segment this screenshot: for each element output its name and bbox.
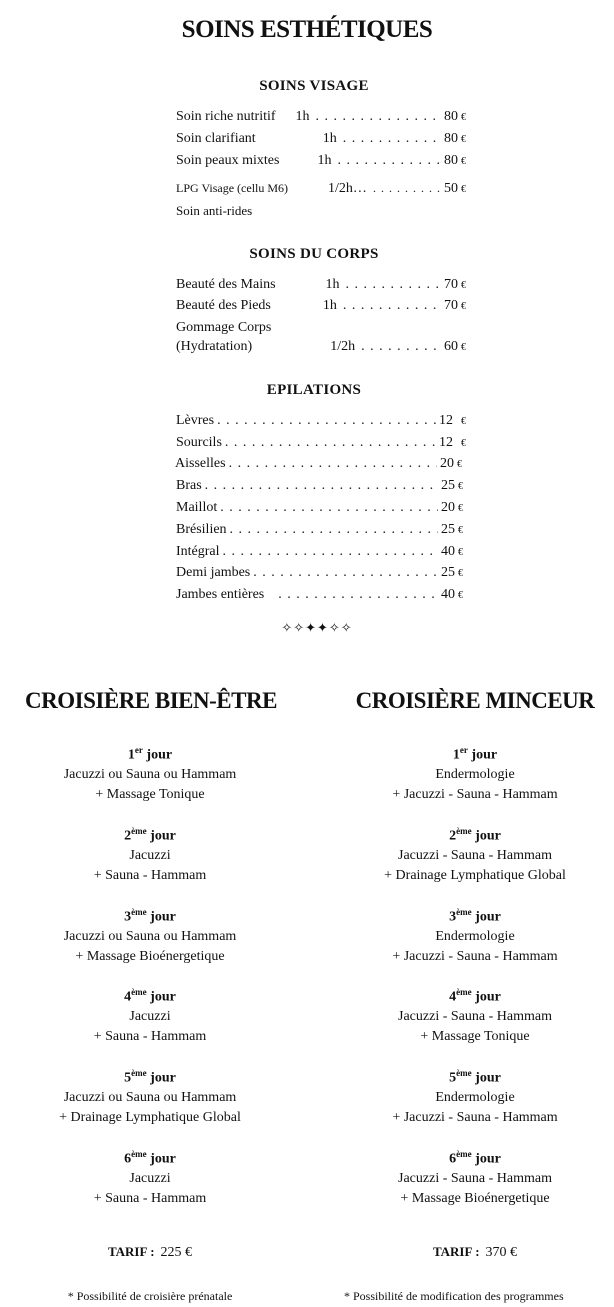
service-duration: 1h: [295, 109, 310, 124]
service-price: 50: [444, 181, 458, 196]
price-row: [176, 277, 466, 293]
service-name: Soin clarifiant: [176, 131, 256, 146]
service-extra: Soin anti-rides: [176, 203, 253, 218]
leader-dots: [253, 565, 438, 581]
leader-dots: [343, 131, 441, 147]
currency: €: [458, 568, 463, 579]
day-block: [322, 741, 614, 804]
leader-dots: [220, 500, 438, 516]
currency: €: [458, 547, 463, 558]
service-name: LPG Visage (cellu M6): [176, 181, 289, 195]
currency: €: [461, 301, 466, 312]
price-row: [176, 500, 463, 516]
service-price: 80: [444, 109, 458, 124]
service-duration: 1h: [322, 298, 337, 313]
currency: €: [461, 156, 466, 167]
day-line: + Sauna - Hammam: [93, 1190, 207, 1206]
service-price: 20: [440, 456, 454, 471]
day-block: [322, 983, 614, 1046]
day-line: + Jacuzzi - Sauna - Hammam: [392, 786, 558, 802]
service-duration: 1/2h…: [328, 181, 367, 196]
leader-dots: [343, 298, 441, 314]
day-heading: 3ème jour: [124, 907, 176, 925]
service-price: 12: [439, 413, 453, 428]
service-price: 40: [441, 587, 455, 602]
day-line: + Jacuzzi - Sauna - Hammam: [392, 948, 558, 964]
day-line: + Sauna - Hammam: [93, 1028, 207, 1044]
day-heading: 2ème jour: [449, 826, 501, 844]
leader-dots: [373, 181, 441, 196]
day-heading: 5ème jour: [449, 1068, 501, 1086]
service-name: Sourcils: [176, 435, 222, 450]
leader-dots: [205, 478, 438, 494]
tarif-amount: 225 €: [160, 1245, 193, 1260]
price-row: [176, 298, 466, 314]
service-price: 25: [441, 565, 455, 580]
service-price: 70: [444, 298, 458, 313]
service-name: Soin peaux mixtes: [176, 153, 280, 168]
price-row: [176, 339, 466, 355]
page-title: SOINS ESTHÉTIQUES: [181, 16, 433, 43]
day-block: [322, 1145, 614, 1208]
tarif-label: TARIF :: [432, 1244, 480, 1259]
leader-dots: [278, 587, 438, 603]
service-duration: 1h: [317, 153, 332, 168]
service-name: Intégral: [176, 544, 220, 559]
price-row: [175, 456, 462, 472]
price-row: [176, 413, 466, 429]
day-block: [322, 1064, 614, 1127]
epilations-heading: EPILATIONS: [266, 382, 362, 398]
day-heading: 3ème jour: [449, 907, 501, 925]
day-line: Jacuzzi ou Sauna ou Hammam: [63, 929, 237, 945]
service-price: 70: [444, 277, 458, 292]
day-line: + Jacuzzi - Sauna - Hammam: [392, 1109, 558, 1125]
tarif-bien-etre: [0, 1244, 300, 1261]
leader-dots: [229, 456, 437, 472]
day-line: + Drainage Lymphatique Global: [384, 867, 566, 883]
price-row: [176, 544, 463, 560]
day-line: + Massage Tonique: [95, 786, 205, 802]
day-line: Jacuzzi - Sauna - Hammam: [398, 848, 552, 864]
currency: €: [461, 438, 466, 449]
visage-heading: SOINS VISAGE: [259, 78, 369, 94]
cruise-minceur-title: CROISIÈRE MINCEUR: [355, 688, 595, 713]
day-line: Jacuzzi - Sauna - Hammam: [398, 1171, 552, 1187]
day-line: Endermologie: [435, 1090, 515, 1106]
service-name: Soin riche nutritif: [176, 109, 276, 124]
day-line: Jacuzzi - Sauna - Hammam: [398, 1009, 552, 1025]
day-block: [0, 983, 300, 1046]
price-row: [176, 478, 463, 494]
ornament-divider: ✧✧✦✦✧✧: [281, 620, 353, 635]
currency: €: [461, 280, 466, 291]
service-price: 80: [444, 131, 458, 146]
leader-dots: [223, 544, 438, 560]
day-line: + Drainage Lymphatique Global: [59, 1109, 241, 1125]
day-heading: 1er jour: [127, 745, 173, 763]
day-line: + Sauna - Hammam: [93, 867, 207, 883]
day-heading: 4ème jour: [449, 987, 501, 1005]
footnote-prenatale: * Possibilité de croisière prénatale: [67, 1289, 233, 1303]
cruise-bien-etre-title: CROISIÈRE BIEN-ÊTRE: [25, 688, 277, 713]
day-line: Jacuzzi ou Sauna ou Hammam: [63, 1090, 237, 1106]
day-line: Jacuzzi: [129, 1171, 171, 1187]
currency: €: [461, 416, 466, 427]
day-line: Jacuzzi: [129, 1009, 171, 1025]
day-heading: 4ème jour: [124, 987, 176, 1005]
price-row: [176, 131, 466, 147]
currency: €: [457, 459, 462, 470]
service-price: 40: [441, 544, 455, 559]
currency: €: [458, 503, 463, 514]
day-block: [0, 1145, 300, 1208]
service-name: Jambes entières: [176, 587, 265, 602]
tarif-label: TARIF :: [107, 1244, 155, 1259]
day-block: [0, 903, 300, 966]
day-line: + Massage Bioénergetique: [75, 948, 225, 964]
service-name: Gommage Corps: [176, 320, 272, 335]
day-heading: 2ème jour: [124, 826, 176, 844]
price-row: [176, 153, 466, 169]
tarif-amount: 370 €: [485, 1245, 518, 1260]
tarif-minceur: [322, 1244, 614, 1261]
service-name: (Hydratation): [176, 339, 253, 354]
day-line: Jacuzzi: [129, 848, 171, 864]
price-row: [176, 565, 463, 581]
currency: €: [458, 590, 463, 601]
day-block: [0, 741, 300, 804]
currency: €: [461, 184, 466, 195]
corps-heading: SOINS DU CORPS: [249, 246, 379, 262]
day-block: [322, 903, 614, 966]
day-block: [0, 822, 300, 885]
leader-dots: [346, 277, 441, 293]
price-row: [176, 587, 463, 603]
service-name: Brésilien: [176, 522, 227, 537]
leader-dots: [230, 522, 438, 538]
service-price: 20: [441, 500, 455, 515]
currency: €: [461, 342, 466, 353]
service-name: Demi jambes: [176, 565, 251, 580]
service-price: 25: [441, 522, 455, 537]
day-line: Endermologie: [435, 929, 515, 945]
day-heading: 1er jour: [452, 745, 498, 763]
day-line: Jacuzzi ou Sauna ou Hammam: [63, 767, 237, 783]
day-line: Endermologie: [435, 767, 515, 783]
service-duration: 1h: [322, 131, 337, 146]
day-heading: 6ème jour: [124, 1149, 176, 1167]
leader-dots: [337, 153, 441, 169]
leader-dots: [361, 339, 441, 355]
price-row: [176, 522, 463, 538]
currency: €: [461, 112, 466, 123]
day-block: [0, 1064, 300, 1127]
service-name: Bras: [176, 478, 202, 493]
service-price: 25: [441, 478, 455, 493]
service-price: 12: [439, 435, 453, 450]
service-price: 60: [444, 339, 458, 354]
service-name: Lèvres: [176, 413, 215, 428]
price-row: [176, 435, 466, 451]
currency: €: [461, 134, 466, 145]
service-price: 80: [444, 153, 458, 168]
footnote-modification: * Possibilité de modification des programmes: [344, 1289, 564, 1303]
leader-dots: [225, 435, 436, 451]
currency: €: [458, 525, 463, 536]
service-name: Beauté des Mains: [176, 277, 276, 292]
service-name: Maillot: [176, 500, 218, 515]
day-line: + Massage Bioénergetique: [400, 1190, 550, 1206]
price-row: [176, 181, 466, 197]
service-duration: 1/2h: [330, 339, 356, 354]
leader-dots: [217, 413, 436, 429]
price-row: [176, 109, 466, 125]
service-name: Beauté des Pieds: [176, 298, 271, 313]
day-block: [322, 822, 614, 885]
service-name: Aisselles: [175, 456, 226, 471]
service-duration: 1h: [325, 277, 340, 292]
day-heading: 5ème jour: [124, 1068, 176, 1086]
day-line: + Massage Tonique: [420, 1028, 530, 1044]
day-heading: 6ème jour: [449, 1149, 501, 1167]
currency: €: [458, 481, 463, 492]
leader-dots: [316, 109, 441, 125]
